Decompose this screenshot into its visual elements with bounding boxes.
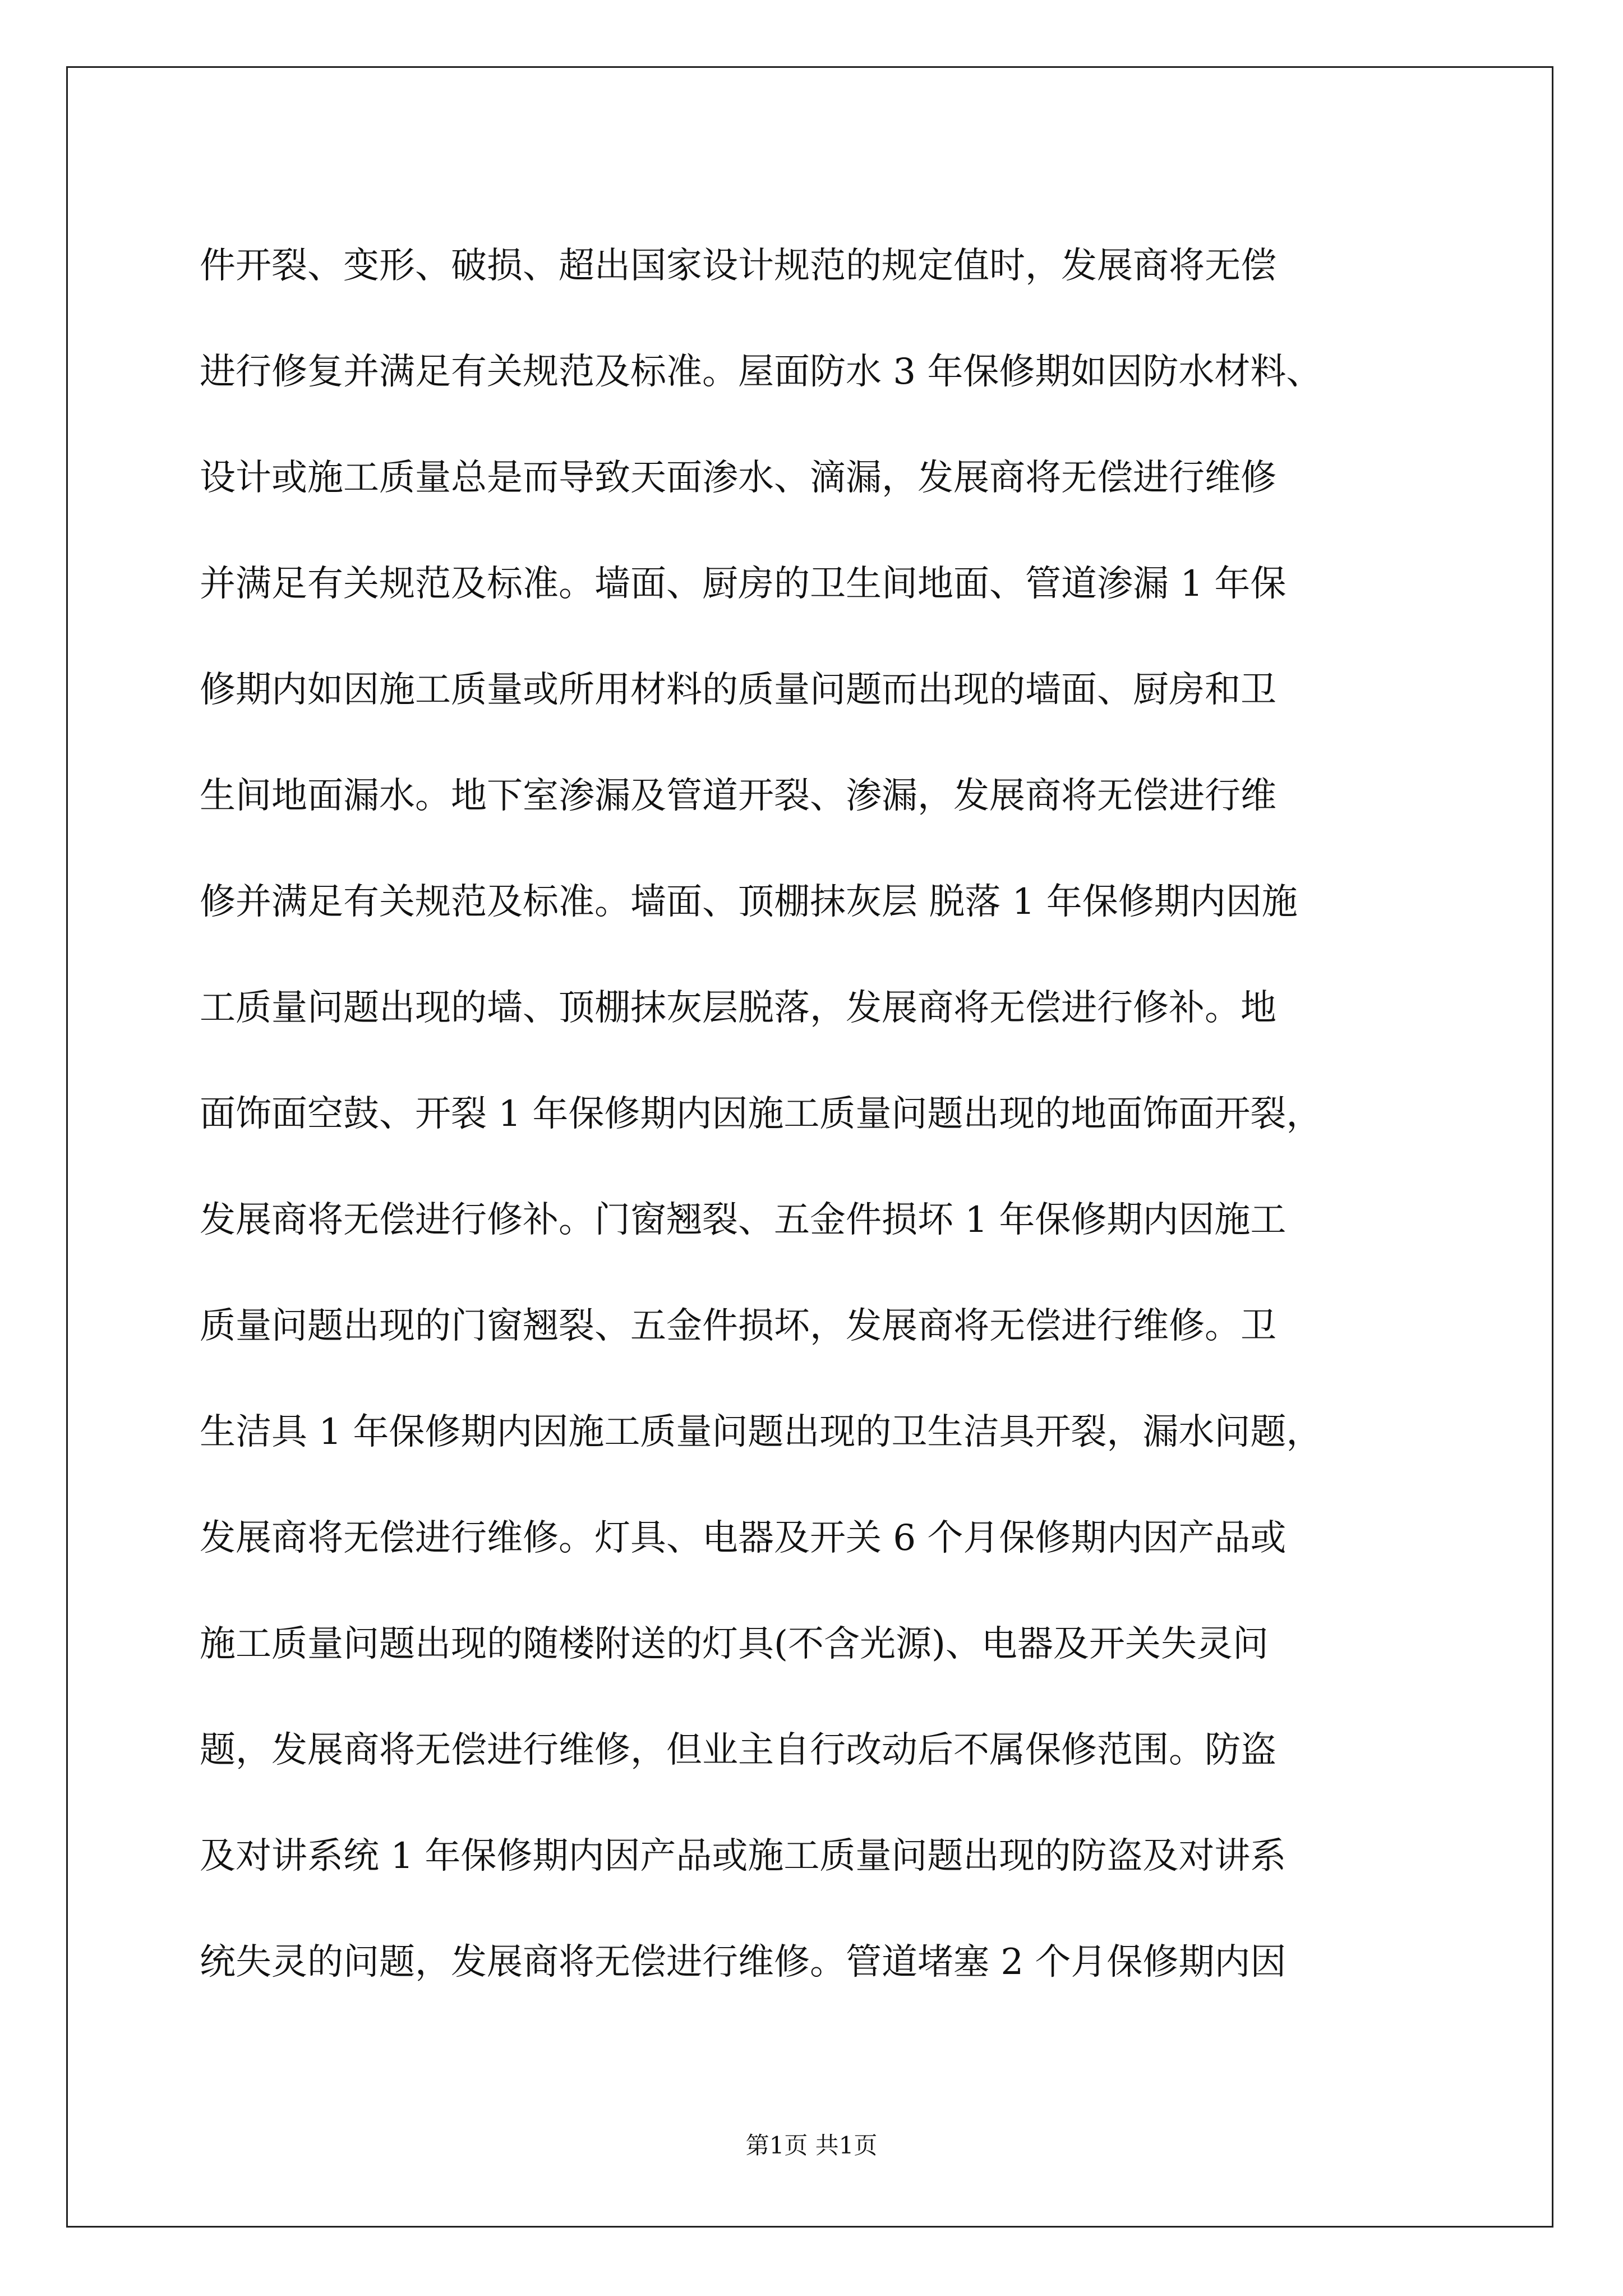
body-line: 修并满足有关规范及标准。墙面、顶棚抹灰层 脱落 1 年保修期内因施 [200, 881, 1298, 923]
document-body [200, 213, 1428, 2016]
body-line: 统失灵的问题，发展商将无偿进行维修。管道堵塞 2 个月保修期内因 [200, 1941, 1287, 1983]
body-line: 施工质量问题出现的随楼附送的灯具(不含光源)、电器及开关失灵问 [200, 1623, 1269, 1665]
body-line: 及对讲系统 1 年保修期内因产品或施工质量问题出现的防盗及对讲系 [200, 1835, 1287, 1877]
body-line: 质量问题出现的门窗翘裂、五金件损坏，发展商将无偿进行维修。卫 [200, 1305, 1276, 1347]
body-line: 面饰面空鼓、开裂 1 年保修期内因施工质量问题出现的地面饰面开裂， [200, 1093, 1322, 1135]
body-line: 并满足有关规范及标准。墙面、厨房的卫生间地面、管道渗漏 1 年保 [200, 563, 1287, 605]
body-line: 发展商将无偿进行维修。灯具、电器及开关 6 个月保修期内因产品或 [200, 1517, 1287, 1559]
body-line: 题，发展商将无偿进行维修，但业主自行改动后不属保修范围。防盗 [200, 1729, 1276, 1771]
body-line: 生洁具 1 年保修期内因施工质量问题出现的卫生洁具开裂，漏水问题， [200, 1411, 1322, 1453]
body-line: 件开裂、变形、破损、超出国家设计规范的规定值时，发展商将无偿 [200, 245, 1276, 287]
body-line: 生间地面漏水。地下室渗漏及管道开裂、渗漏，发展商将无偿进行维 [200, 775, 1276, 817]
body-line: 设计或施工质量总是而导致天面渗水、滴漏，发展商将无偿进行维修 [200, 457, 1276, 499]
body-line: 工质量问题出现的墙、顶棚抹灰层脱落，发展商将无偿进行修补。地 [200, 987, 1276, 1029]
body-line: 进行修复并满足有关规范及标准。屋面防水 3 年保修期如因防水材料、 [200, 351, 1322, 393]
page-number-footer: 第1页 共1页 [745, 2132, 878, 2159]
body-line: 发展商将无偿进行修补。门窗翘裂、五金件损坏 1 年保修期内因施工 [200, 1199, 1287, 1241]
body-line: 修期内如因施工质量或所用材料的质量问题而出现的墙面、厨房和卫 [200, 669, 1276, 711]
